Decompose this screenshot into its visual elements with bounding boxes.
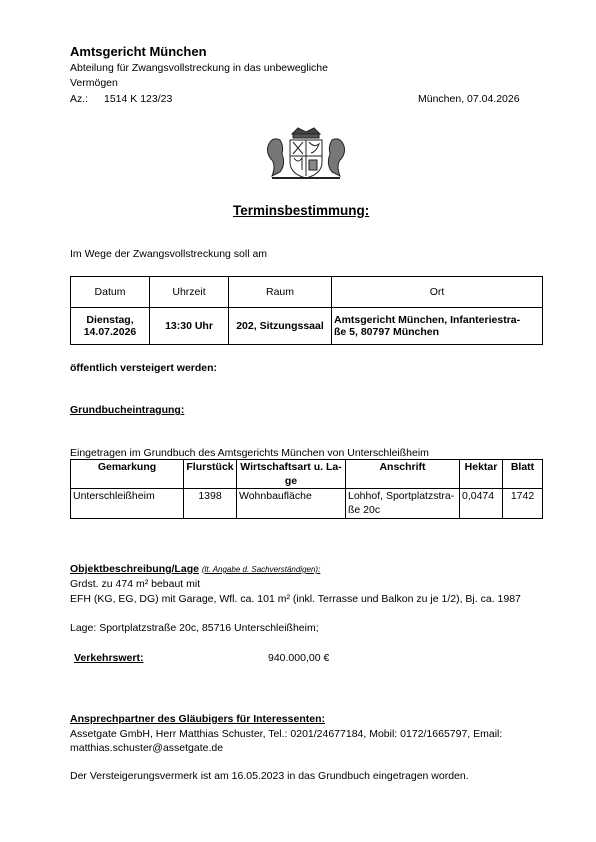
place-line1: Amtsgericht München, Infanteriestra- — [334, 314, 521, 326]
auction-text: öffentlich versteigert werden: — [70, 362, 218, 374]
object-heading-line — [70, 563, 320, 575]
date-line2: 14.07.2026 — [83, 326, 137, 338]
land-register-row — [71, 489, 543, 519]
date-line1: Dienstag, — [86, 314, 134, 326]
cell-anschrift — [346, 489, 460, 519]
wirtschaftsart-line2: ge — [284, 475, 298, 487]
court-name: Amtsgericht München — [70, 44, 207, 59]
cell-gemarkung: Unterschleißheim — [71, 489, 184, 519]
contact-email[interactable]: matthias.schuster@assetgate.de — [70, 742, 224, 754]
department-line1: Abteilung für Zwangsvollstreckung in das unbewegliche — [70, 62, 328, 74]
schedule-data-row — [71, 308, 543, 345]
schedule-header-row — [71, 277, 543, 308]
place-line2: ße 5, 80797 München — [334, 326, 440, 338]
cell-flurstueck: 1398 — [184, 489, 237, 519]
object-location: Lage: Sportplatzstraße 20c, 85716 Unterschleißheim; — [70, 622, 319, 634]
col-ort: Ort — [332, 277, 543, 308]
schedule-table — [70, 276, 543, 345]
col-uhrzeit: Uhrzeit — [150, 277, 229, 308]
document-title: Terminsbestimmung: — [233, 203, 370, 218]
schedule-place — [332, 308, 543, 345]
intro-text: Im Wege der Zwangsvollstreckung soll am — [70, 248, 268, 260]
cell-blatt: 1742 — [503, 489, 543, 519]
closing-text: Der Versteigerungsvermerk ist am 16.05.2023 in das Grundbuch eingetragen worden. — [70, 770, 469, 782]
place-date: München, 07.04.2026 — [418, 93, 520, 105]
az-label: Az.: — [70, 93, 89, 105]
col-wirtschaftsart — [237, 460, 346, 489]
anschrift-line2: ße 20c — [348, 504, 381, 516]
land-register-intro: Eingetragen im Grundbuch des Amtsgerichts München von Unterschleißheim — [70, 447, 429, 459]
cell-wirtschaftsart: Wohnbaufläche — [237, 489, 346, 519]
contact-line1: Assetgate GmbH, Herr Matthias Schuster, Tel.: 0201/24677184, Mobil: 0172/1665797, Email: — [70, 728, 503, 740]
anschrift-line1: Lohhof, Sportplatzstra- — [348, 490, 455, 502]
contact-heading: Ansprechpartner des Gläubigers für Interessenten: — [70, 713, 325, 725]
col-datum: Datum — [71, 277, 150, 308]
schedule-room: 202, Sitzungssaal — [229, 308, 332, 345]
col-blatt: Blatt — [503, 460, 543, 489]
market-value: 940.000,00 € — [268, 652, 330, 664]
coat-of-arms-icon — [262, 124, 350, 182]
wirtschaftsart-line1: Wirtschaftsart u. La- — [240, 461, 342, 473]
land-register-table — [70, 459, 543, 519]
col-hektar: Hektar — [460, 460, 503, 489]
department-line2: Vermögen — [70, 77, 118, 89]
col-raum: Raum — [229, 277, 332, 308]
object-heading: Objektbeschreibung/Lage — [70, 563, 199, 575]
schedule-time: 13:30 Uhr — [150, 308, 229, 345]
object-note: (lt. Angabe d. Sachverständigen): — [201, 565, 321, 574]
market-value-label: Verkehrswert: — [74, 652, 144, 664]
cell-hektar: 0,0474 — [460, 489, 503, 519]
object-line2: EFH (KG, EG, DG) mit Garage, Wfl. ca. 101 m² (inkl. Terrasse und Balkon zu je 1/2), Bj. ca. 1987 — [70, 593, 521, 605]
col-gemarkung: Gemarkung — [71, 460, 184, 489]
land-register-header-row — [71, 460, 543, 489]
land-register-heading: Grundbucheintragung: — [70, 404, 185, 416]
schedule-date — [71, 308, 150, 345]
col-anschrift: Anschrift — [346, 460, 460, 489]
col-flurstueck: Flurstück — [184, 460, 237, 489]
az-value: 1514 K 123/23 — [104, 93, 173, 105]
object-line1: Grdst. zu 474 m² bebaut mit — [70, 578, 201, 590]
